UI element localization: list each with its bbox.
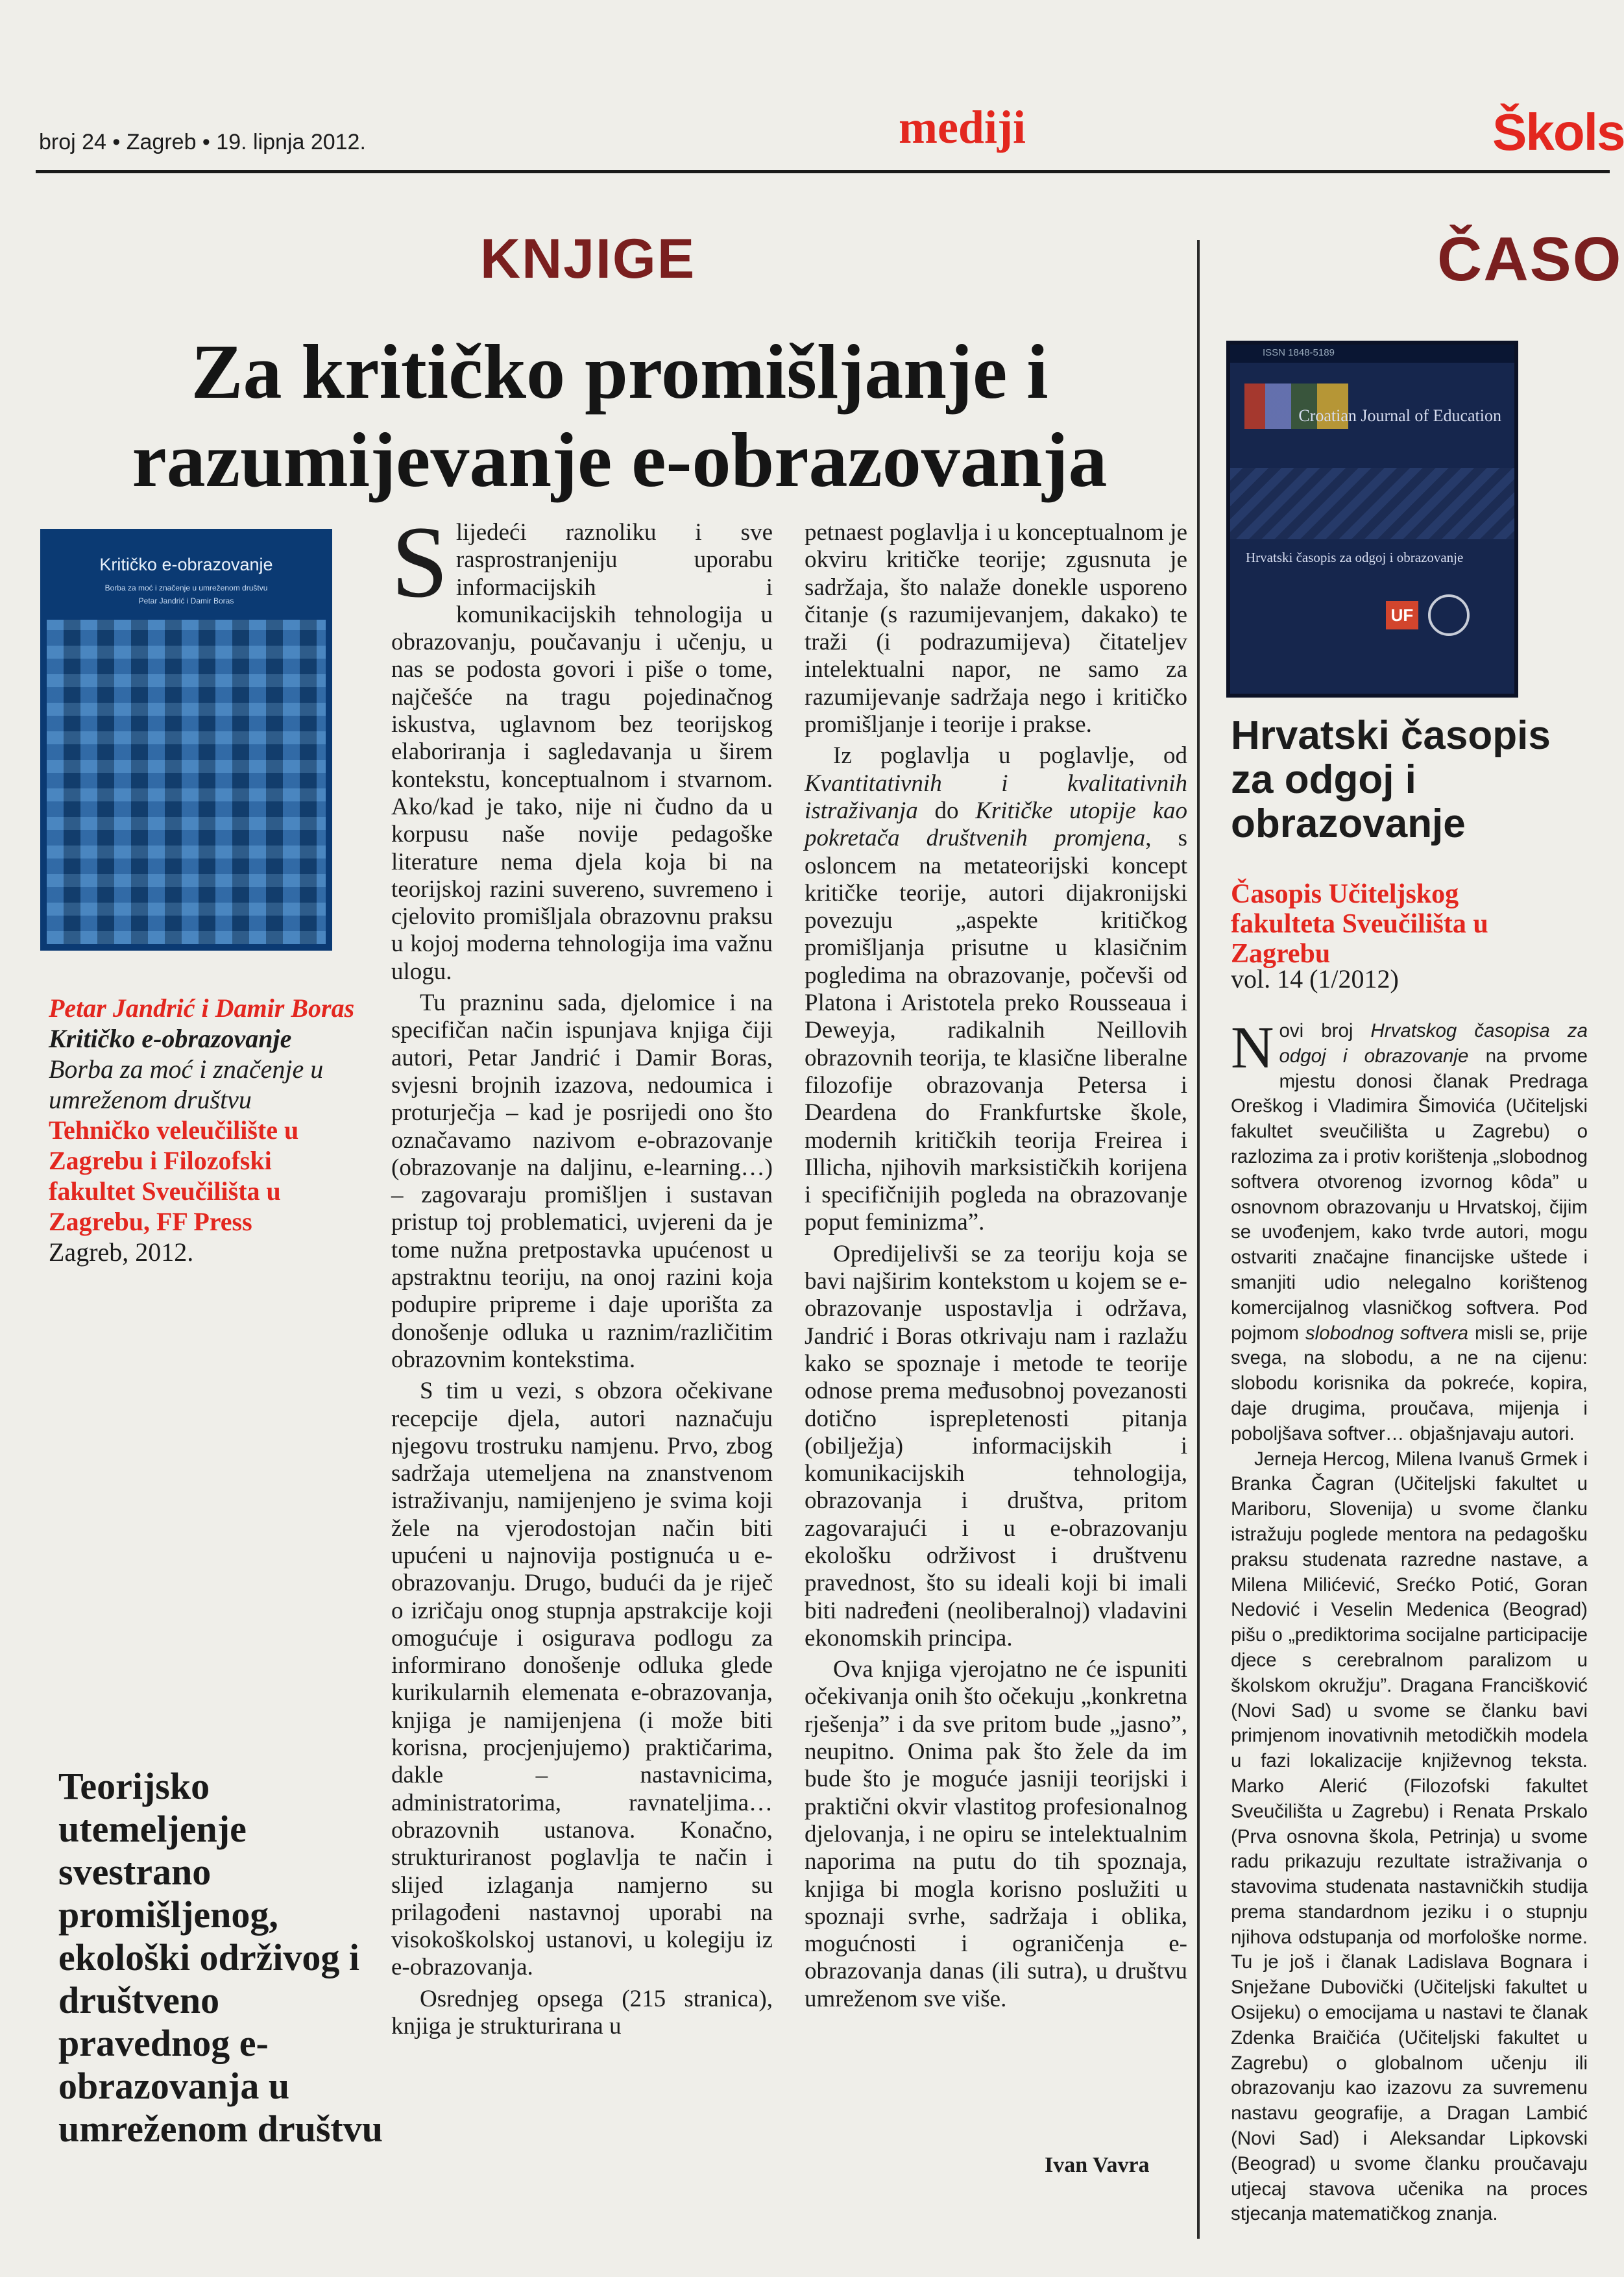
- paragraph: Jerneja Hercog, Milena Ivanuš Grmek i Branka Čagran (Učiteljski fakultet u Mariboru, Slovenija) u svome članku istražuju poglede mentora na pedagošku praksu studenata razredne nastave, a Milena Milićević, Srećko Potić, Goran Nedović i Veselin Medenica (Beograd) pišu o „prediktorima socijalne participacije djece s cerebralnom paralizom u školskom okružju”. Dragana Francišković (Novi Sad) u svome se članku bavi primjenom inovativnih metodičkih modela u fazi lokalizacije književnog teksta. Marko Alerić (Filozofski fakultet Sveučilišta u Zagrebu) i Renata Prskalo (Prva osnovna škola, Petrinja) u svome radu prikazuju rezultate istraživanja o stavovima studenata nastavničkih studija prema standardnom jeziku i o stupnju njihova odstupanja od morfološke norme. Tu je još i članak Ladislava Bognara i Snježane Dubovički (Učiteljski fakultet u Osijeku) o emocijama u nastavi te članak Zdenka Braičića (Učiteljski fakultet u Zagrebu) o globalnom učenju ili obrazovanju kao izazovu za suvremenu nastavu geografije, a Dragan Lambić (Novi Sad) i Aleksandar Lipkovski (Beograd) u svome članku proučavaju utjecaj stavova učenika na proces stjecanja matematičkog znanja.: [1231, 1448, 1588, 2225]
- paragraph: Opredijelivši se za teoriju koja se bavi najširim kontekstom u kojem se e-obrazovanje uspostavlja i održava, Jandrić i Boras otkrivaju nam i razlažu kako se spoznaje i metode te teorije odnose prema međusobnoj povezanosti dotično isprepletenosti pitanja (obilježja) informacijskih i komunikacijskih tehnologija, obrazovanja i društva, pritom zagovarajući i u e-obrazovanju ekološku održivost i društvenu pravednost, što su ideali koji bi imali biti nadređeni (neoliberalnoj) vladavini ekonomskih principa.: [805, 1240, 1187, 1651]
- book-cover-subtitle: Borba za moć i značenje u umreženom društvu: [104, 583, 268, 592]
- article-column-1: [391, 505, 773, 2044]
- kicker-casopisi: ČASO: [1437, 225, 1623, 294]
- journal-cover: [1226, 341, 1518, 698]
- section-label: mediji: [899, 101, 1026, 153]
- paragraph: Iz poglavlja u poglavlje, od Kvantitativnih i kvalitativnih istraživanja do Kritičke utopije kao pokretača društvenih promjena, s osloncem na metateorijski koncept kritičke teorije, autori dijakronijski povezuju „aspekte kritičkog promišljanja prisutne u klasičnim pogledima na obrazovanje, počevši od Platona i Aristotela preko Rousseaua i Deweyja, radikalnih Neillovih obrazovnih teorija, te klasične liberalne filozofije obrazovanja Petersa i Deardena do Frankfurtske škole, modernih kritičkih teorija Freirea i Illicha, njihovih marksističkih korijena i specifičnijih pogleda na obrazovanje poput feminizma”.: [805, 742, 1187, 1236]
- book-cover-authors: Petar Jandrić i Damir Boras: [138, 596, 234, 605]
- paragraph: petnaest poglavlja i u konceptualnom je okviru kritičke teorije; zgusnuta je sadržaja, što nalaže donekle usporeno čitanje (s razumijevanjem, dakako) te traži (i podrazumijeva) čitateljev intelektualni napor, ne samo za razumijevanje sadržaja nego i kritičko promišljanje i teorije i prakse.: [805, 519, 1187, 738]
- kicker-knjige: KNJIGE: [480, 228, 696, 290]
- book-info: [49, 993, 360, 1267]
- issue-line: broj 24 • Zagreb • 19. lipnja 2012.: [39, 130, 366, 154]
- journal-volume: vol. 14 (1/2012): [1231, 964, 1399, 993]
- paragraph: Novi broj Hrvatskog časopisa za odgoj i obrazovanje na prvome mjestu donosi članak Predraga Oreškog i Vladimira Šimovića (Učiteljski fakultet sveučilišta u Zagrebu) o razlozima za i protiv korištenja „slobodnog softvera otvorenog izvornog kôda” u osnovnom obrazovanju u Hrvatskoj, čijim se uvođenjem, kako tvrde autori, mogu ostvariti značajne financijske uštede i smanjiti udio nelegalno korištenog komercijalnog vlasničkog softvera. Pod pojmom slobodnog softvera misli se, prije svega, na slobodu, a ne na cijenu: slobodu korisnika da pokreće, kopira, daje drugima, proučava, mijenja i poboljšava softver… objašnjavaju autori.: [1231, 1014, 1588, 1444]
- book-authors: Petar Jandrić i Damir Boras: [49, 993, 355, 1023]
- paragraph: Tu prazninu sada, djelomice i na specifičan način ispunjava knjiga čiji autori, Petar Jandrić i Damir Boras, svjesni brojnih izazova, nedoumica i proturječja – kad je posrijedi ono što označavamo nazivom e-obrazovanje (obrazovanje na daljinu, e-learning…) – zagovaraju promišljen i sustavan pristup toj problematici, uvjereni da je tome nužna pretpostavka upućenost u apstraktnu teoriju, na onoj razini koja podupire pripreme i daje uporišta za donošenje odluka u raznim/različitim obrazovnim kontekstima.: [391, 990, 773, 1373]
- journal-title-hr: Hrvatski časopis za odgoj i obrazovanje: [1246, 550, 1464, 565]
- column-divider: [1197, 240, 1200, 2239]
- paragraph: Slijedeći raznoliku i sve rasprostranjeniju uporabu informacijskih i komunikacijskih tehnologija u obrazovanju, poučavanju i učenju, u nas se podosta govori i piše o tome, najčešće na tragu pojedinačnog iskustva, uglavnom bez teorijskog elaboriranja i sagledavanja u širem kontekstu, konceptualnom i stvarnom. Ako/kad je tako, nije ni čudno da u korpusu naše novije pedagoške literature nema djela koja bi na teorijskoj razini suvereno, suvremeno i cjelovito promišljala obrazovnu praksu u kojoj moderna tehnologija ima važnu ulogu.: [391, 505, 773, 985]
- book-subtitle: Borba za moć i značenje u umreženom društvu: [49, 1054, 324, 1114]
- book-publisher: Tehničko veleučilište u Zagrebu i Filozofski fakultet Sveučilišta u Zagrebu, FF Press: [49, 1115, 299, 1236]
- publication-logo: Škols: [1492, 103, 1624, 161]
- journal-cover-pattern: [1230, 468, 1514, 539]
- article-column-2: [805, 519, 1187, 2017]
- journal-article-title: Hrvatski časopis za odgoj i obrazovanje: [1231, 713, 1551, 846]
- uf-logo-icon: UF: [1386, 601, 1418, 629]
- book-cover-title: Kritičko e-obrazovanje: [99, 555, 273, 574]
- book-title: Kritičko e-obrazovanje: [49, 1024, 292, 1053]
- header-rule: [36, 170, 1610, 173]
- pull-quote: Teorijsko utemeljenje svestrano promišljenog, ekološki održivog i društveno pravednog e-obrazovanja u umreženom društvu: [58, 1765, 383, 2150]
- journal-title-en: Croatian Journal of Education: [1298, 406, 1501, 425]
- journal-subtitle: Časopis Učiteljskog fakulteta Sveučilišta u Zagrebu: [1231, 879, 1488, 969]
- book-cover-image: [47, 620, 326, 944]
- book-place-year: Zagreb, 2012.: [49, 1237, 194, 1267]
- university-seal-icon: [1428, 594, 1470, 636]
- paragraph: S tim u vezi, s obzora očekivane recepcije djela, autori naznačuju njegovu trostruku namjenu. Prvo, zbog sadržaja utemeljena na znanstvenom istraživanju, namijenjeno je svima koji žele na vjerodostojan način biti upućeni u najnovija postignuća u e-obrazovanju. Drugo, budući da je riječ o izričaju onog stupnja apstrakcije koji omogućuje i osigurava podlogu za informirano donošenje odluka glede kurikularnih elemenata e-obrazovanja, knjiga je namijenjena (i može biti korisna, procjenjujemo) praktičarima, dakle – nastavnicima, administratorima, ravnateljima… obrazovnih ustanova. Konačno, strukturiranost poglavlja te način i slijed izlaganja namjerno su prilagođeni nastavnoj uporabi na visokoškolskoj ustanovi, u kolegiju iz e-obrazovanja.: [391, 1378, 773, 1981]
- drop-cap: S: [391, 505, 448, 619]
- journal-article-body: [1231, 1014, 1588, 2227]
- paragraph: Osrednjeg opsega (215 stranica), knjiga je strukturirana u: [391, 1985, 773, 2040]
- author-signature: Ivan Vavra: [1045, 2153, 1150, 2177]
- paragraph: Ova knjiga vjerojatno ne će ispuniti očekivanja onih što očekuju „konkretna rješenja” i da sve pritom bude „jasno”, neupitno. Onima pak što žele da im bude što je moguće jasniji teorijski i praktični okvir vlastitog profesionalnog djelovanja, i ne opiru se intelektualnim naporima na putu do tih spoznaja, knjiga bi mogla korisno poslužiti u spoznaji svrhe, sadržaja i oblika, mogućnosti i ograničenja e-obrazovanja danas (ili sutra), u društvu umreženom sve više.: [805, 1656, 1187, 2012]
- book-cover: [40, 529, 332, 951]
- drop-cap: N: [1231, 1014, 1274, 1080]
- article-title: Za kritičko promišljanje i razumijevanje e-obrazovanja: [132, 328, 1108, 503]
- journal-issn: ISSN 1848-5189: [1263, 347, 1335, 358]
